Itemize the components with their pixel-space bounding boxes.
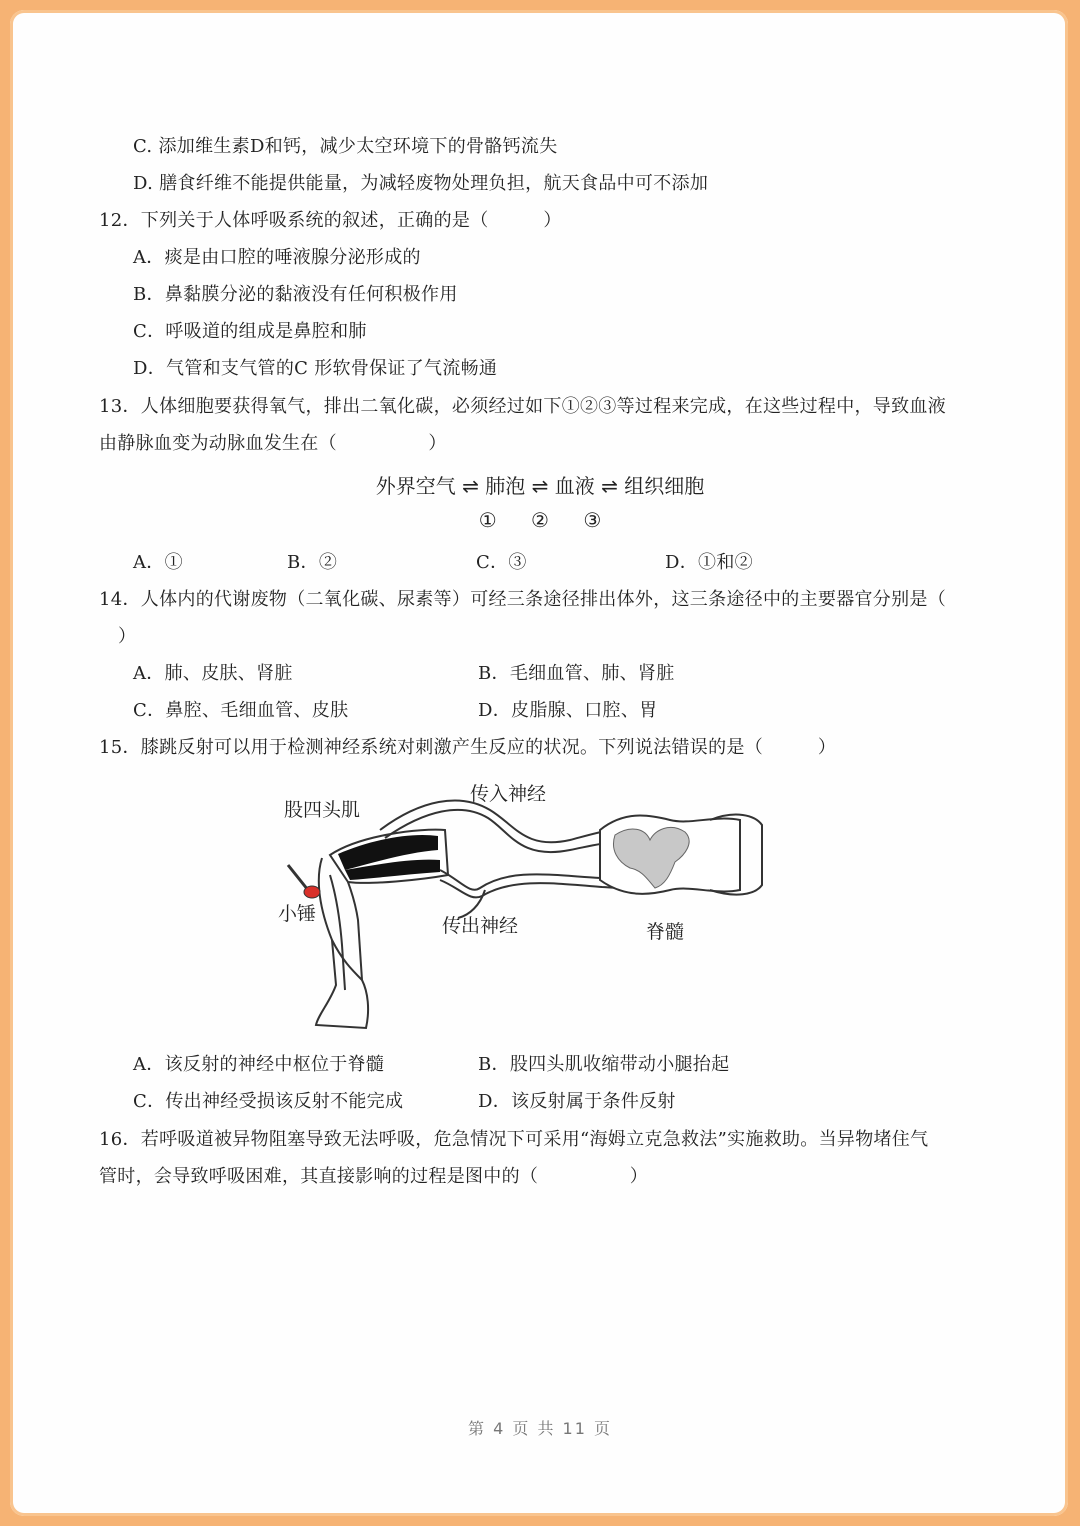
spinal-cord	[600, 815, 762, 895]
q15-option-b: B．股四头肌收缩带动小腿抬起	[478, 1054, 730, 1075]
q13-option-d: D．①和②	[665, 552, 753, 573]
q11-option-c: C. 添加维生素D和钙，减少太空环境下的骨骼钙流失	[133, 136, 558, 157]
q12-option-d: D．气管和支气管的C 形软骨保证了气流畅通	[133, 358, 498, 379]
q16-stem-line1: 16．若呼吸道被异物阻塞导致无法呼吸，危急情况下可采用“海姆立克急救法”实施救助。当异物堵住气	[99, 1129, 929, 1150]
q13-stem-line1: 13．人体细胞要获得氧气，排出二氧化碳，必须经过如下①②③等过程来完成，在这些过程中，导致血液	[99, 396, 946, 417]
marker-2: ②	[531, 508, 549, 532]
q14-stem-line2: ）	[118, 626, 137, 647]
q13-stem-line2: 由静脉血变为动脉血发生在（ ）	[99, 433, 447, 454]
label-efferent-nerve: 传出神经	[442, 915, 519, 937]
q11-option-d: D. 膳食纤维不能提供能量，为减轻废物处理负担，航天食品中可不添加	[133, 173, 709, 194]
label-spinal-cord: 脊髓	[646, 921, 685, 943]
page-frame	[10, 10, 1068, 1516]
q15-option-c: C．传出神经受损该反射不能完成	[133, 1091, 404, 1112]
q13-option-b: B．②	[287, 552, 338, 573]
q16-stem-line2: 管时，会导致呼吸困难，其直接影响的过程是图中的（ ）	[99, 1166, 648, 1187]
marker-3: ③	[583, 508, 602, 532]
q14-stem-line1: 14．人体内的代谢废物（二氧化碳、尿素等）可经三条途径排出体外，这三条途径中的主要器官分别是（	[99, 589, 946, 610]
q15-stem: 15．膝跳反射可以用于检测神经系统对刺激产生反应的状况。下列说法错误的是（ ）	[99, 737, 837, 758]
q15-option-d: D．该反射属于条件反射	[478, 1091, 676, 1112]
knee-reflex-diagram	[270, 770, 770, 1035]
q12-option-b: B．鼻黏膜分泌的黏液没有任何积极作用	[133, 284, 458, 305]
label-hammer: 小锤	[278, 903, 317, 925]
q15-option-a: A．该反射的神经中枢位于脊髓	[133, 1054, 385, 1075]
q13-flow-diagram: 外界空气 ⇌ 肺泡 ⇌ 血液 ⇌ 组织细胞	[375, 474, 705, 498]
q13-process-markers	[0, 508, 1080, 532]
q13-option-c: C．③	[476, 552, 527, 573]
q12-option-a: A．痰是由口腔的唾液腺分泌形成的	[133, 247, 421, 268]
q14-option-d: D．皮脂腺、口腔、胃	[478, 700, 658, 721]
q13-option-a: A．①	[133, 552, 183, 573]
label-afferent-nerve: 传入神经	[470, 783, 547, 805]
q12-stem: 12．下列关于人体呼吸系统的叙述，正确的是（ ）	[99, 210, 562, 231]
q14-option-b: B．毛细血管、肺、肾脏	[478, 663, 675, 684]
q14-option-c: C．鼻腔、毛细血管、皮肤	[133, 700, 349, 721]
reflex-hammer-icon	[288, 865, 320, 898]
page-number-footer: 第 4 页 共 11 页	[468, 1419, 612, 1438]
q12-option-c: C．呼吸道的组成是鼻腔和肺	[133, 321, 367, 342]
marker-1: ①	[478, 508, 497, 532]
label-quadriceps: 股四头肌	[284, 799, 361, 821]
q14-option-a: A．肺、皮肤、肾脏	[133, 663, 293, 684]
